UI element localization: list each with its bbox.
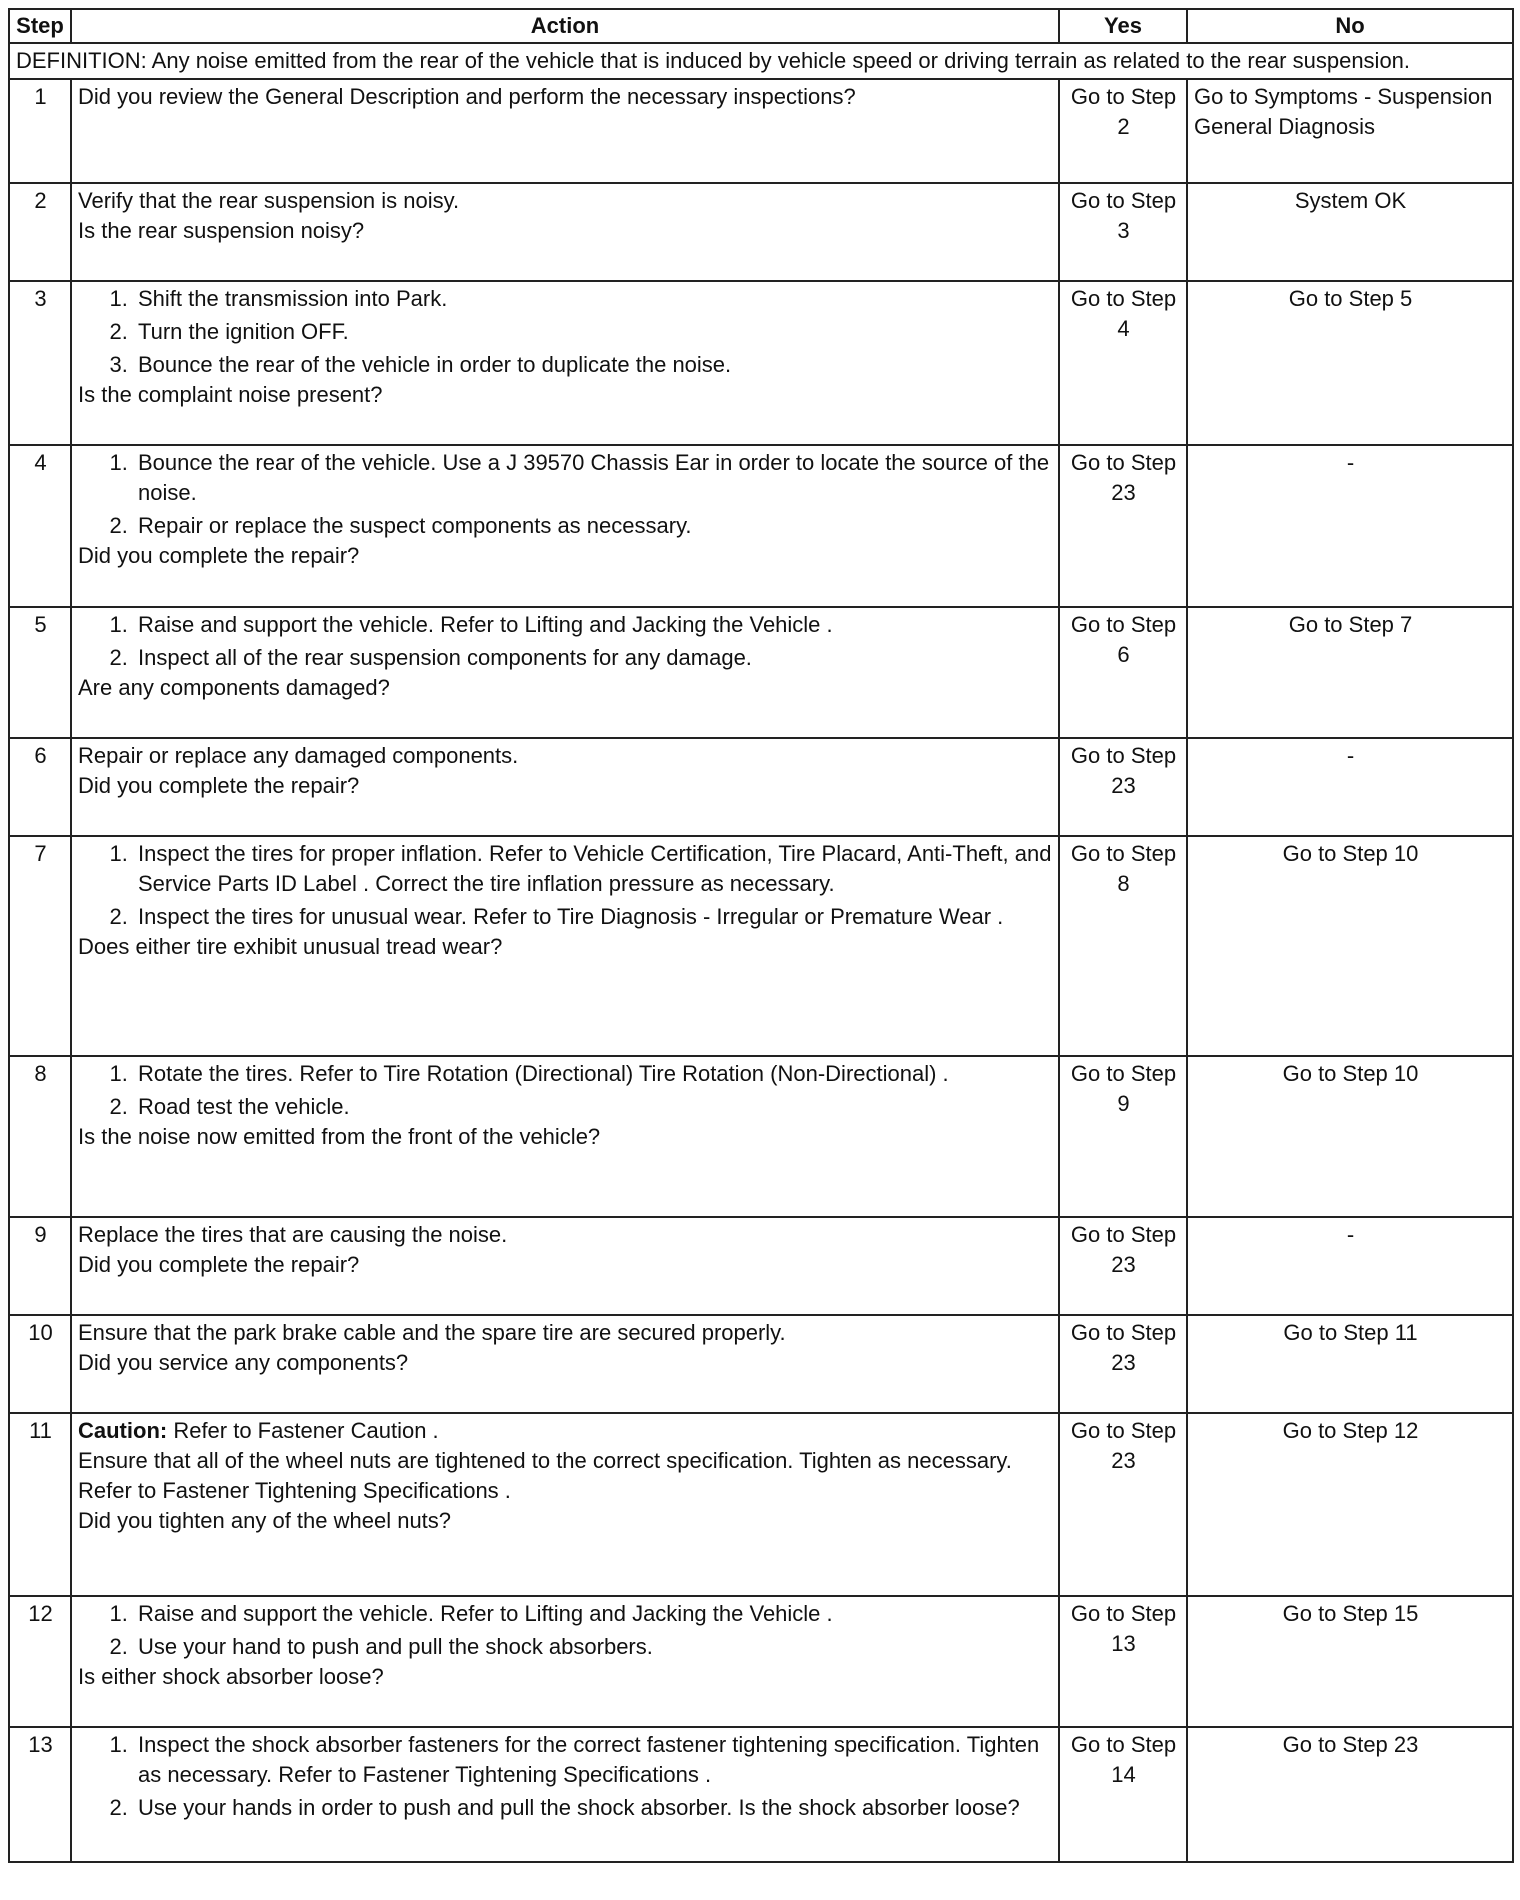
yes-cell: Go to Step 23 bbox=[1059, 1217, 1187, 1315]
yes-cell: Go to Step 3 bbox=[1059, 183, 1187, 281]
action-text: Replace the tires that are causing the noise. bbox=[78, 1222, 508, 1247]
action-question: Did you complete the repair? bbox=[78, 773, 360, 798]
action-cell bbox=[71, 1596, 1059, 1727]
action-question: Did you service any components? bbox=[78, 1350, 409, 1375]
list-item: 2. Road test the vehicle. bbox=[134, 1092, 1053, 1122]
table-row bbox=[9, 607, 1513, 738]
action-cell bbox=[71, 79, 1059, 183]
action-cell bbox=[71, 445, 1059, 607]
action-list bbox=[78, 448, 1053, 541]
action-cell bbox=[71, 183, 1059, 281]
yes-header: Yes bbox=[1059, 9, 1187, 43]
step-number: 9 bbox=[9, 1217, 71, 1315]
action-cell bbox=[71, 1217, 1059, 1315]
table-row bbox=[9, 79, 1513, 183]
list-item: 1. Inspect the shock absorber fasteners for the correct fastener tightening specification. Tighten as necessary. Refer to Fastener Tightening Specifications . bbox=[134, 1730, 1053, 1790]
step-number: 6 bbox=[9, 738, 71, 836]
action-text: Did you review the General Description and perform the necessary inspections? bbox=[78, 84, 856, 109]
list-item: 2. Repair or replace the suspect components as necessary. bbox=[134, 511, 1053, 541]
action-question: Is the noise now emitted from the front of the vehicle? bbox=[78, 1124, 601, 1149]
list-item: 1. Inspect the tires for proper inflation. Refer to Vehicle Certification, Tire Placard, Anti-Theft, and Service Parts ID Label . Correct the tire inflation pressure as necessary. bbox=[134, 839, 1053, 899]
table-row bbox=[9, 1217, 1513, 1315]
no-cell: - bbox=[1187, 1217, 1513, 1315]
diagnostic-table bbox=[8, 8, 1514, 1863]
action-header: Action bbox=[71, 9, 1059, 43]
step-number: 4 bbox=[9, 445, 71, 607]
action-cell bbox=[71, 1727, 1059, 1862]
action-cell bbox=[71, 836, 1059, 1056]
action-list bbox=[78, 1599, 1053, 1662]
yes-cell: Go to Step 23 bbox=[1059, 1413, 1187, 1596]
no-header: No bbox=[1187, 9, 1513, 43]
list-item: 2. Inspect all of the rear suspension components for any damage. bbox=[134, 643, 1053, 673]
no-cell: Go to Step 10 bbox=[1187, 1056, 1513, 1217]
step-number: 2 bbox=[9, 183, 71, 281]
caution-label: Caution: bbox=[78, 1418, 168, 1443]
action-text: Ensure that the park brake cable and the spare tire are secured properly. bbox=[78, 1320, 786, 1345]
no-cell: Go to Step 23 bbox=[1187, 1727, 1513, 1862]
action-list bbox=[78, 1059, 1053, 1122]
action-question: Does either tire exhibit unusual tread wear? bbox=[78, 934, 503, 959]
action-list bbox=[78, 610, 1053, 673]
yes-cell: Go to Step 4 bbox=[1059, 281, 1187, 445]
action-question: Is the rear suspension noisy? bbox=[78, 218, 365, 243]
table-row bbox=[9, 1056, 1513, 1217]
table-row bbox=[9, 1413, 1513, 1596]
step-header: Step bbox=[9, 9, 71, 43]
list-item: 3. Bounce the rear of the vehicle in order to duplicate the noise. bbox=[134, 350, 1053, 380]
no-cell: Go to Symptoms - Suspension General Diagnosis bbox=[1187, 79, 1513, 183]
action-question: Did you complete the repair? bbox=[78, 1252, 360, 1277]
no-cell: - bbox=[1187, 445, 1513, 607]
yes-cell: Go to Step 23 bbox=[1059, 1315, 1187, 1413]
yes-cell: Go to Step 23 bbox=[1059, 445, 1187, 607]
yes-cell: Go to Step 2 bbox=[1059, 79, 1187, 183]
yes-cell: Go to Step 13 bbox=[1059, 1596, 1187, 1727]
action-list bbox=[78, 284, 1053, 380]
table-row bbox=[9, 1727, 1513, 1862]
no-cell: Go to Step 15 bbox=[1187, 1596, 1513, 1727]
action-cell bbox=[71, 607, 1059, 738]
no-cell: Go to Step 11 bbox=[1187, 1315, 1513, 1413]
list-item: 1. Raise and support the vehicle. Refer to Lifting and Jacking the Vehicle . bbox=[134, 610, 1053, 640]
list-item: 1. Bounce the rear of the vehicle. Use a J 39570 Chassis Ear in order to locate the source of the noise. bbox=[134, 448, 1053, 508]
step-number: 13 bbox=[9, 1727, 71, 1862]
action-question: Did you tighten any of the wheel nuts? bbox=[78, 1508, 452, 1533]
list-item: 1. Rotate the tires. Refer to Tire Rotation (Directional) Tire Rotation (Non-Directional) . bbox=[134, 1059, 1053, 1089]
step-number: 3 bbox=[9, 281, 71, 445]
action-cell bbox=[71, 1413, 1059, 1596]
table-row bbox=[9, 738, 1513, 836]
no-cell: Go to Step 7 bbox=[1187, 607, 1513, 738]
yes-cell: Go to Step 8 bbox=[1059, 836, 1187, 1056]
step-number: 5 bbox=[9, 607, 71, 738]
list-item: 1. Shift the transmission into Park. bbox=[134, 284, 1053, 314]
yes-cell: Go to Step 23 bbox=[1059, 738, 1187, 836]
no-cell: - bbox=[1187, 738, 1513, 836]
action-text: Repair or replace any damaged components. bbox=[78, 743, 519, 768]
step-number: 11 bbox=[9, 1413, 71, 1596]
list-item: 2. Use your hands in order to push and pull the shock absorber. Is the shock absorber loose? bbox=[134, 1793, 1053, 1823]
no-cell: System OK bbox=[1187, 183, 1513, 281]
step-number: 1 bbox=[9, 79, 71, 183]
header-row bbox=[9, 9, 1513, 43]
action-cell bbox=[71, 1315, 1059, 1413]
action-text: Ensure that all of the wheel nuts are tightened to the correct specification. Tighten as necessary. Refer to Fastener Tightening Specifications . bbox=[78, 1448, 1012, 1503]
action-question: Is the complaint noise present? bbox=[78, 382, 383, 407]
action-cell bbox=[71, 738, 1059, 836]
table-row bbox=[9, 445, 1513, 607]
no-cell: Go to Step 12 bbox=[1187, 1413, 1513, 1596]
action-cell bbox=[71, 281, 1059, 445]
step-number: 10 bbox=[9, 1315, 71, 1413]
yes-cell: Go to Step 6 bbox=[1059, 607, 1187, 738]
table-row bbox=[9, 281, 1513, 445]
list-item: 2. Inspect the tires for unusual wear. Refer to Tire Diagnosis - Irregular or Premature Wear . bbox=[134, 902, 1053, 932]
action-question: Are any components damaged? bbox=[78, 675, 390, 700]
step-number: 8 bbox=[9, 1056, 71, 1217]
yes-cell: Go to Step 14 bbox=[1059, 1727, 1187, 1862]
definition-row bbox=[9, 43, 1513, 79]
list-item: 2. Turn the ignition OFF. bbox=[134, 317, 1053, 347]
list-item: 2. Use your hand to push and pull the shock absorbers. bbox=[134, 1632, 1053, 1662]
action-list bbox=[78, 839, 1053, 932]
caution-text: Refer to Fastener Caution . bbox=[167, 1418, 439, 1443]
action-cell bbox=[71, 1056, 1059, 1217]
no-cell: Go to Step 10 bbox=[1187, 836, 1513, 1056]
action-list bbox=[78, 1730, 1053, 1823]
step-number: 7 bbox=[9, 836, 71, 1056]
no-cell: Go to Step 5 bbox=[1187, 281, 1513, 445]
action-question: Is either shock absorber loose? bbox=[78, 1664, 384, 1689]
table-row bbox=[9, 1315, 1513, 1413]
caution-note bbox=[78, 1416, 1053, 1446]
table-row bbox=[9, 183, 1513, 281]
table-row bbox=[9, 1596, 1513, 1727]
definition-text: DEFINITION: Any noise emitted from the rear of the vehicle that is induced by vehicle speed or driving terrain as related to the rear suspension. bbox=[9, 43, 1513, 79]
list-item: 1. Raise and support the vehicle. Refer to Lifting and Jacking the Vehicle . bbox=[134, 1599, 1053, 1629]
table-row bbox=[9, 836, 1513, 1056]
action-question: Did you complete the repair? bbox=[78, 543, 360, 568]
action-text: Verify that the rear suspension is noisy. bbox=[78, 188, 460, 213]
step-number: 12 bbox=[9, 1596, 71, 1727]
yes-cell: Go to Step 9 bbox=[1059, 1056, 1187, 1217]
